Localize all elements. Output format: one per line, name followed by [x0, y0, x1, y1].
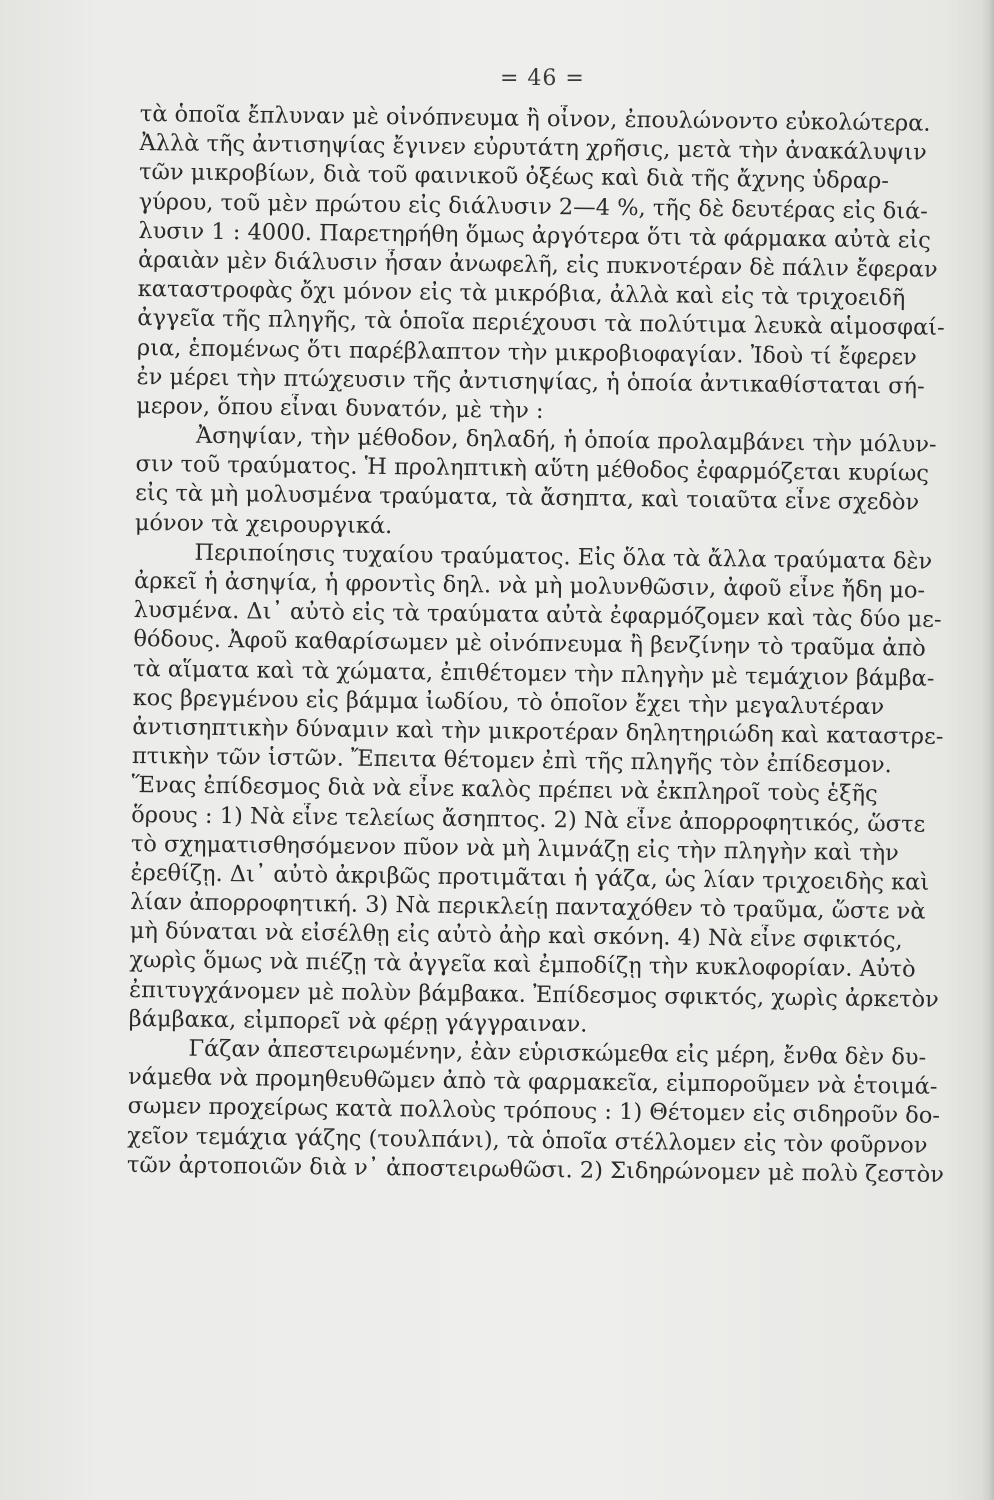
text-line: χωρὶς ὅμως νὰ πιέζῃ τὰ ἀγγεῖα καὶ ἐμποδίζῃ τὴν κυκλοφορίαν. Αὐτὸ: [129, 947, 916, 983]
text-line: τὰ αἵματα καὶ τὰ χώματα, ἐπιθέτομεν τὴν πληγὴν μὲ τεμάχιον βάμβα-: [132, 655, 935, 692]
text-line: μὴ δύναται νὰ εἰσέλθῃ εἰς αὐτὸ ἀὴρ καὶ σκόνη. 4) Νὰ εἶνε σφικτός,: [129, 918, 903, 954]
text-line: ἀγγεῖα τῆς πληγῆς, τὰ ὁποῖα περιέχουσι τὰ πολύτιμα λευκὰ αἱμοσφαί-: [137, 305, 945, 342]
text-line: εἰς τὰ μὴ μολυσμένα τραύματα, τὰ ἄσηπτα, καὶ τοιαῦτα εἶνε σχεδὸν: [135, 480, 920, 516]
text-line: μόνον τὰ χειρουργικά.: [134, 509, 393, 539]
text-line: ἐρεθίζῃ. Δι᾽ αὐτὸ ἀκριβῶς προτιμᾶται ἡ γάζα, ὡς λίαν τριχοειδὴς καὶ: [130, 859, 930, 896]
text-line: ρια, ἑπομένως ὅτι παρέβλαπτον τὴν μικροβιοφαγίαν. Ἰδοὺ τί ἔφερεν: [136, 334, 917, 371]
text-line: ἀραιὰν μὲν διάλυσιν ἦσαν ἀνωφελῆ, εἰς πυκνοτέραν δὲ πάλιν ἔφεραν: [137, 246, 938, 283]
text-line: κος βρεγμένου εἰς βάμμα ἰωδίου, τὸ ὁποῖον ἔχει τὴν μεγαλυτέραν: [132, 684, 885, 720]
paragraph-start-wound-care: Περιποίησις τυχαίου τραύματος. Εἰς ὅλα τὰ ἄλλα τραύματα δὲν: [194, 539, 933, 575]
text-line: βάμβακα, εἰμπορεῖ νὰ φέρῃ γάγγραιναν.: [128, 1005, 588, 1038]
text-line: Ἀλλὰ τῆς ἀντισηψίας ἔγινεν εὐρυτάτη χρῆσις, μετὰ τὴν ἀνακάλυψιν: [139, 130, 927, 166]
text-line: καταστροφὰς ὄχι μόνον εἰς τὰ μικρόβια, ἀλλὰ καὶ εἰς τὰ τριχοειδῆ: [137, 276, 906, 312]
text-line: πτικὴν τῶν ἱστῶν. Ἔπειτα θέτομεν ἐπὶ τῆς πληγῆς τὸν ἐπίδεσμον.: [131, 743, 892, 779]
text-line: θόδους. Ἀφοῦ καθαρίσωμεν μὲ οἰνόπνευμα ἢ βενζίνην τὸ τραῦμα ἀπὸ: [133, 626, 926, 663]
text-line: χεῖον τεμάχια γάζης (τουλπάνι), τὰ ὁποῖα στέλλομεν εἰς τὸν φοῦρνον: [127, 1122, 928, 1159]
text-line: γύρου, τοῦ μὲν πρώτου εἰς διάλυσιν 2—4 %, τῆς δὲ δευτέρας εἰς διά-: [138, 188, 928, 225]
text-line: ἀντισηπτικὴν δύναμιν καὶ τὴν μικροτέραν δηλητηριώδη καὶ καταστρε-: [132, 713, 944, 750]
text-line: λυσμένα. Δι᾽ αὐτὸ εἰς τὰ τραύματα αὐτὰ ἐφαρμόζομεν καὶ τὰς δύο με-: [133, 597, 942, 634]
text-line: Ἕνας ἐπίδεσμος διὰ νὰ εἶνε καλὸς πρέπει νὰ ἐκπληροῖ τοὺς ἑξῆς: [131, 772, 878, 808]
text-line: λίαν ἀπορροφητική. 3) Νὰ περικλείῃ πανταχόθεν τὸ τραῦμα, ὥστε νὰ: [130, 889, 926, 925]
text-line: ἐν μέρει τὴν πτώχευσιν τῆς ἀντισηψίας, ἡ ὁποία ἀντικαθίσταται σή-: [136, 363, 925, 400]
text-line: ὅρους : 1) Νὰ εἶνε τελείως ἄσηπτος. 2) Νὰ εἶνε ἀπορροφητικός, ὥστε: [131, 801, 926, 838]
text-line: σωμεν προχείρως κατὰ πολλοὺς τρόπους : 1) Θέτομεν εἰς σιδηροῦν δο-: [127, 1093, 941, 1130]
paragraph-start-sterile-gauze: Γάζαν ἀπεστειρωμένην, ἐὰν εὑρισκώμεθα εἰς μέρη, ἔνθα δὲν δυ-: [188, 1035, 927, 1071]
text-line: νάμεθα νὰ προμηθευθῶμεν ἀπὸ τὰ φαρμακεῖα, εἰμποροῦμεν νὰ ἑτοιμά-: [127, 1064, 938, 1101]
page-number: = 46 =: [500, 66, 585, 91]
text-line: ἐπιτυγχάνομεν μὲ πολὺν βάμβακα. Ἐπίδεσμος σφικτός, χωρὶς ἀρκετὸν: [128, 976, 939, 1013]
text-line: τῶν μικροβίων, διὰ τοῦ φαινικοῦ ὀξέως καὶ διὰ τῆς ἄχνης ὑδραρ-: [138, 159, 890, 195]
text-line: τῶν ἀρτοποιῶν διὰ ν᾽ ἀποστειρωθῶσι. 2) Σιδηρώνομεν μὲ πολὺ ζεστὸν: [126, 1151, 945, 1188]
text-line: ἀρκεῖ ἡ ἀσηψία, ἡ φροντὶς δηλ. νὰ μὴ μολυνθῶσιν, ἀφοῦ εἶνε ἤδη μο-: [133, 567, 926, 604]
text-line: τὰ ὁποῖα ἔπλυναν μὲ οἰνόπνευμα ἢ οἶνον, ἐπουλώνοντο εὐκολώτερα.: [139, 100, 931, 137]
text-line: μερον, ὅπου εἶναι δυνατόν, μὲ τὴν :: [136, 392, 544, 424]
text-line: λυσιν 1 : 4000. Παρετηρήθη ὅμως ἀργότερα ὅτι τὰ φάρμακα αὐτὰ εἰς: [138, 217, 932, 254]
body-text: [127, 100, 980, 1190]
paragraph-start-asepsis: Ἀσηψίαν, τὴν μέθοδον, δηλαδή, ἡ ὁποία προλαμβάνει τὴν μόλυν-: [195, 422, 937, 458]
text-line: τὸ σχηματισθησόμενον πῦον νὰ μὴ λιμνάζῃ εἰς τὴν πληγὴν καὶ τὴν: [130, 830, 899, 867]
page-edge-shadow: [982, 0, 994, 1500]
text-line: σιν τοῦ τραύματος. Ἡ προληπτικὴ αὕτη μέθοδος ἐφαρμόζεται κυρίως: [135, 451, 930, 487]
